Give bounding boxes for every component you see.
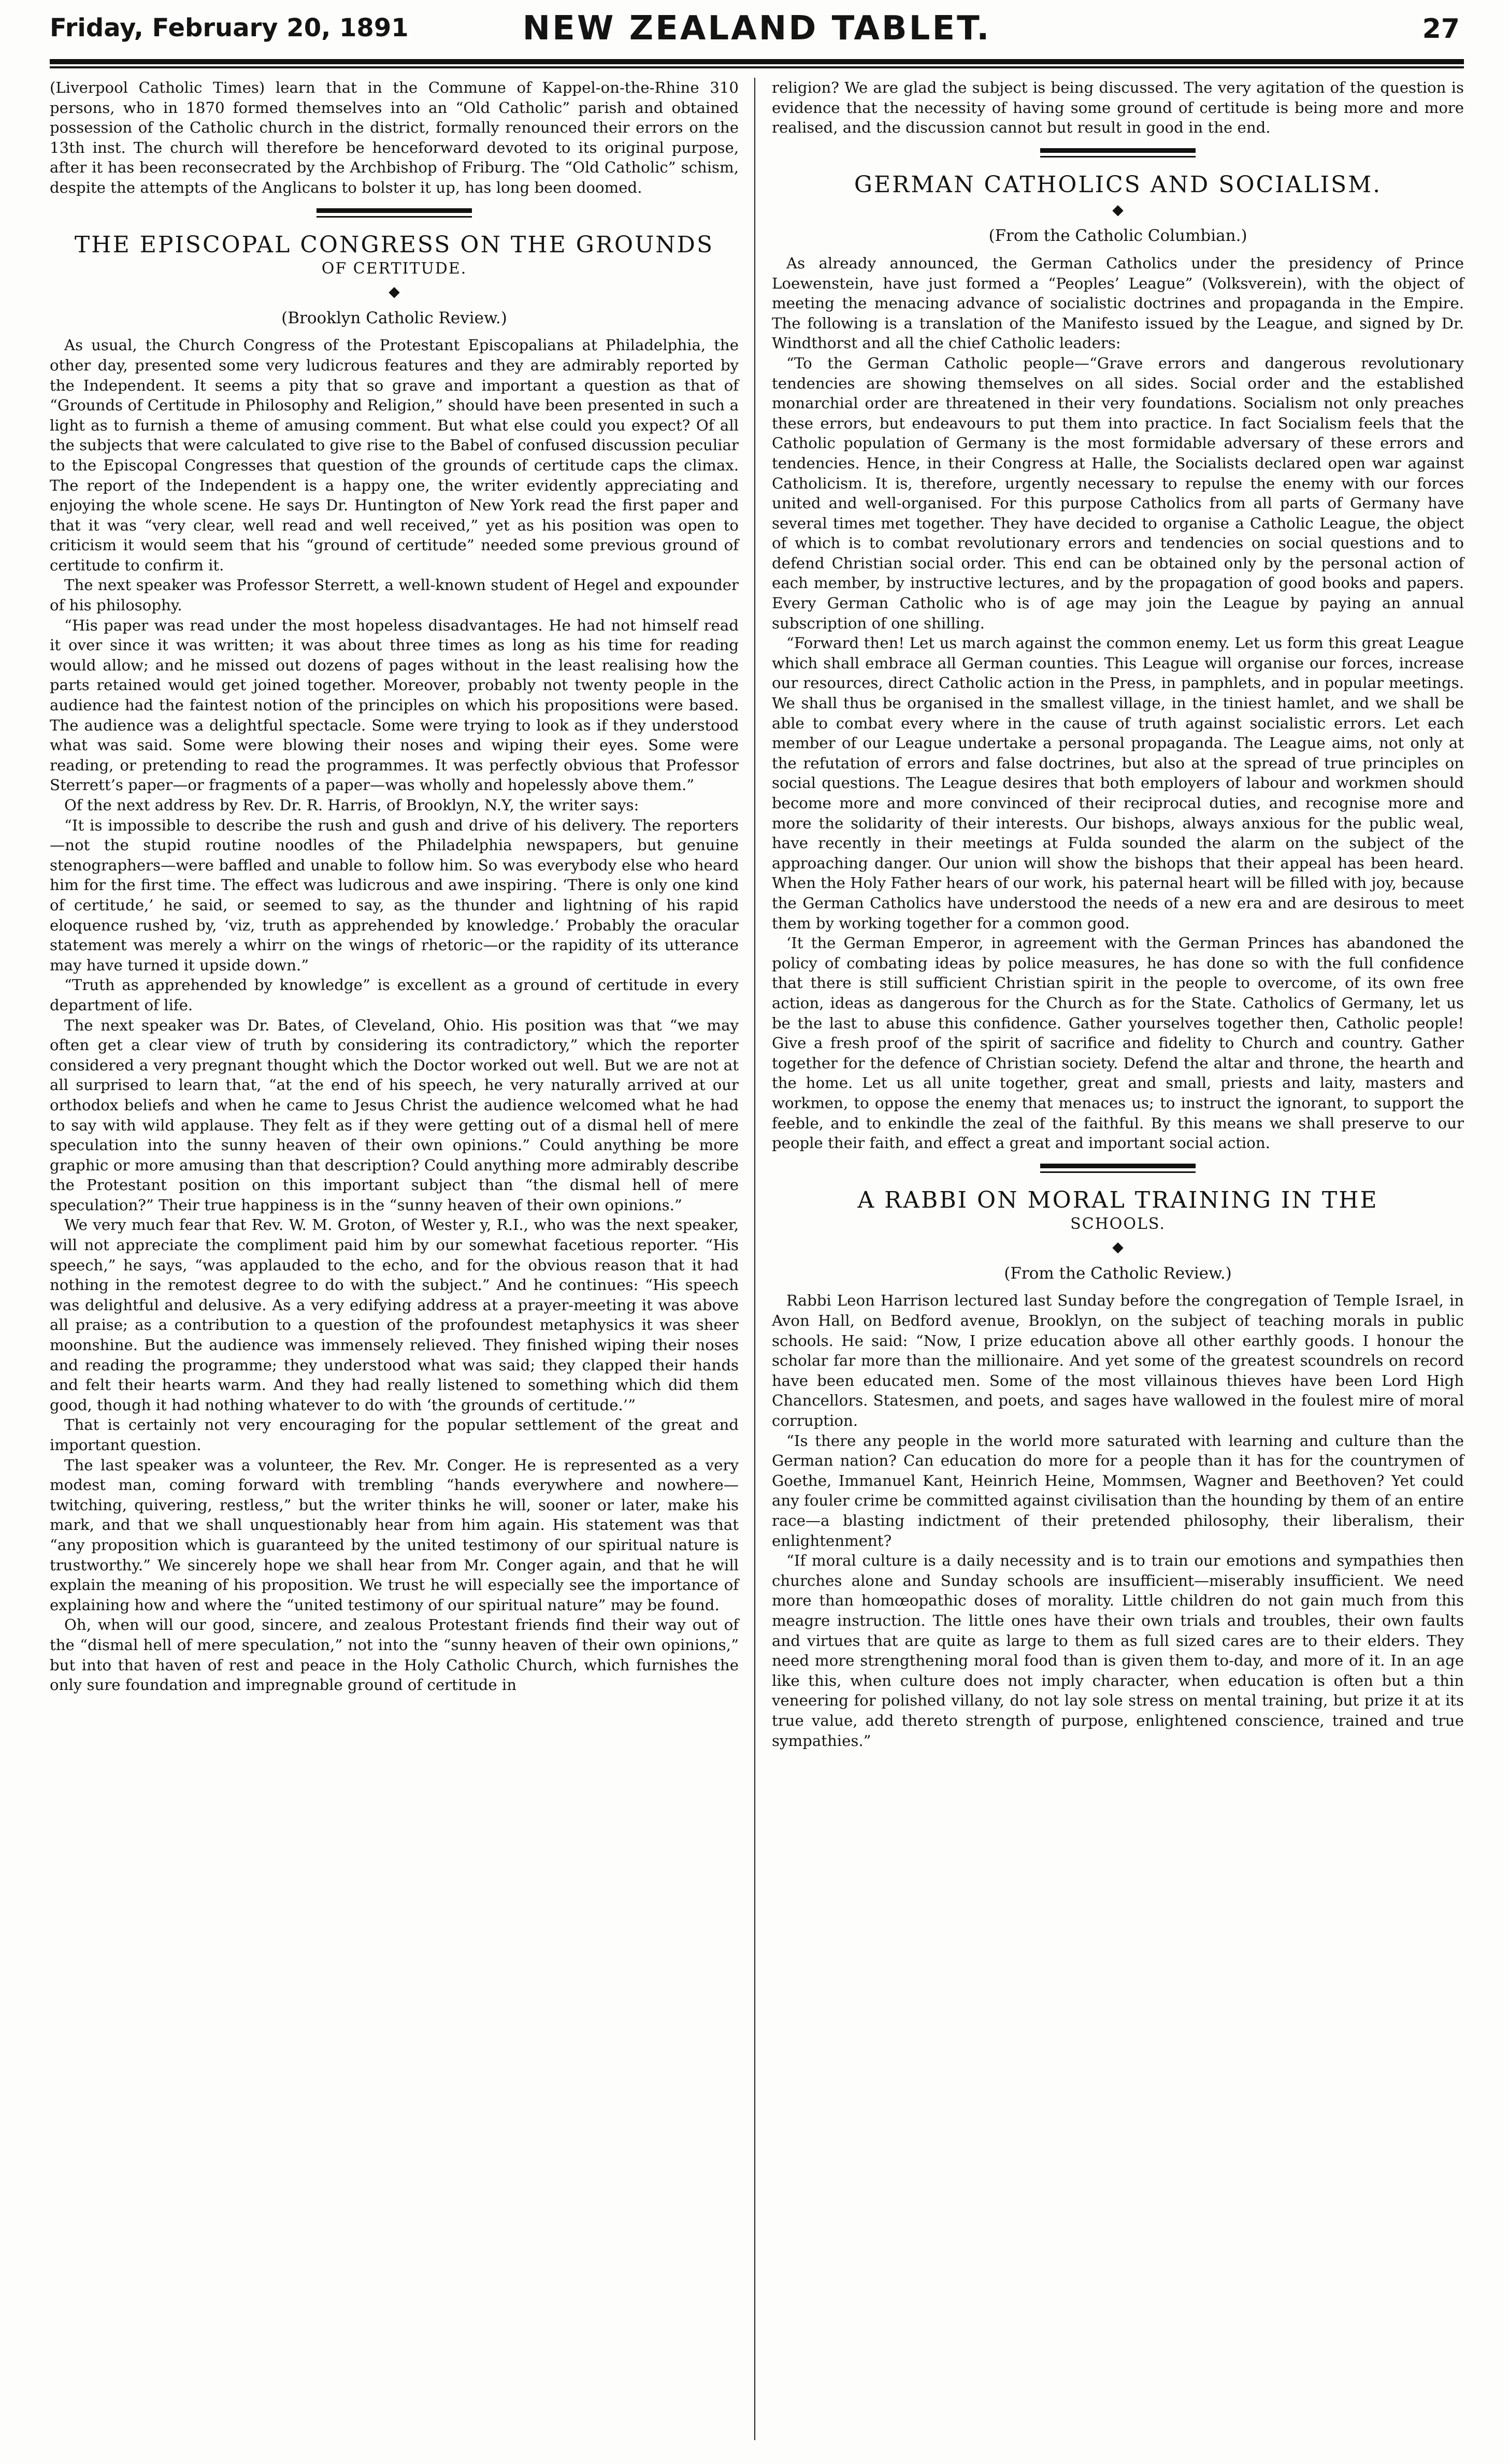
left-column bbox=[50, 78, 739, 1695]
article-paragraph: That is certainly not very encouraging for the popular settlement of the great and important question. bbox=[50, 1416, 739, 1454]
article-paragraph: Rabbi Leon Harrison lectured last Sunday before the congregation of Temple Israel, in Avon Hall, on Bedford avenue, Brooklyn, on the subject of teaching morals in public schools. He said: “Now, I prize education above all other earthly goods. I honour the scholar far more than the millionaire. And yet some of the greatest scoundrels on record have been educated men. Some of the most villainous thieves have been Lord High Chancellors. Statesmen, and poets, and sages have wallowed in the foulest mire of moral corruption. bbox=[772, 1292, 1464, 1430]
ornament-icon: ◆ bbox=[1112, 1238, 1124, 1256]
article-title-episcopal-congress-line2: OF CERTITUDE. bbox=[321, 259, 467, 278]
article-paragraph: “Forward then! Let us march against the common enemy. Let us form this great League which shall embrace all German counties. This League will organise our forces, increase our resources, direct Catholic action in the Press, in pamphlets, and in popular meetings. We shall thus be organised in the smallest village, in the tiniest hamlet, and we shall be able to combat every where in the cause of truth against socialistic errors. Let each member of our League undertake a personal propaganda. The League aims, not only at the refutation of errors and false doctrines, but also at the spread of true principles on social questions. The League desires that both employers of labour and workmen should become more and more convinced of their reciprocal duties, and recognise more and more the solidarity of their interests. Our bishops, always anxious for the public weal, have recently in their meetings at Fulda sounded the alarm on the subject of the approaching danger. Our union will show the bishops that their appeal has been heard. When the Holy Father hears of our work, his paternal heart will be filled with joy, because the German Catholics have understood the needs of a new era and are desirous to meet them by working together for a common good. bbox=[772, 634, 1464, 932]
article-paragraph: The next speaker was Professor Sterrett, a well-known student of Hegel and expounder of his philosophy. bbox=[50, 576, 739, 614]
article-title-rabbi-line2: SCHOOLS. bbox=[1070, 1214, 1166, 1233]
article-paragraph: The last speaker was a volunteer, the Rev. Mr. Conger. He is represented as a very modest man, coming forward with trembling “hands everywhere and nowhere—twitching, quivering, restless,” but the writer thinks he will, sooner or later, make his mark, and that we shall unquestionably hear from him again. His statement was that “any proposition which is guaranteed by the united testimony of our spiritual nature is trustworthy.” We sincerely hope we shall hear from Mr. Conger again, and that he will explain the meaning of his proposition. We trust he will especially see the importance of explaining how and where the “united testimony of our spiritual nature” may be found. bbox=[50, 1456, 739, 1614]
page-header bbox=[50, 7, 1464, 64]
article-paragraph: As usual, the Church Congress of the Protestant Episcopalians at Philadelphia, the other day, presented some very ludicrous features and they are admirably reported by the Independent. It seems a pity that so grave and important a question as that of “Grounds of Certitude in Philosophy and Religion,” should have been presented in such a light as to furnish a theme of amusing comment. But what else could you expect? Of all the subjects that were calculated to give rise to the Babel of confused discussion peculiar to the Episcopal Congresses that question of the grounds of certitude caps the climax. The report of the Independent is a happy one, the writer evidently appreciating and enjoying the whole scene. He says Dr. Huntington of New York read the first paper and that it was “very clear, well read and well received,” yet as his position was open to criticism it would seem that his “ground of certitude” needed some previous ground of certitude to confirm it. bbox=[50, 336, 739, 574]
page-number: 27 bbox=[1422, 13, 1460, 45]
article-paragraph: As already announced, the German Catholics under the presidency of Prince Loewenstein, have just formed a “Peoples’ League” (Volksverein), with the object of meeting the menacing advance of socialistic doctrines and propaganda in the Empire. The following is a translation of the Manifesto issued by the League, and signed by Dr. Windthorst and all the chief Catholic leaders: bbox=[772, 254, 1464, 352]
article-paragraph: Oh, when will our good, sincere, and zealous Protestant friends find their way out of the “dismal hell of mere speculation,” not into the “sunny heaven of their own opinions,” but into that haven of rest and peace in the Holy Catholic Church, which furnishes the only sure foundation and impregnable ground of certitude in bbox=[50, 1616, 739, 1694]
section-separator bbox=[1040, 1164, 1196, 1168]
continuation-paragraph: religion? We are glad the subject is being discussed. The very agitation of the question is evidence that the necessity of having some ground of certitude is being more and more realised, and the discussion cannot but result in good in the end. bbox=[772, 79, 1464, 137]
article-paragraph: We very much fear that Rev. W. M. Groton, of Wester y, R.I., who was the next speaker, will not appreciate the compliment paid him by our somewhat facetious reporter. “His speech,” he says, “was applauded to the echo, and for the obvious reason that it had nothing in the remotest degree to do with the subject.” And he continues: “His speech was delightful and delusive. As a very edifying address at a prayer-meeting it was above all praise; as a contribution to a question of the profoundest metaphysics it was sheer moonshine. But the audience was immensely relieved. They finished wiping their noses and reading the programme; they understood what was said; they clapped their hands and felt their hearts warm. And they had really listened to something which did them good, though it had nothing whatever to do with ‘the grounds of certitude.’” bbox=[50, 1216, 739, 1414]
article-paragraph: “It is impossible to describe the rush and gush and drive of his delivery. The reporters—not the stupid routine noodles of the Philadelphia newspapers, but genuine stenographers—were baffled and unable to follow him. So was everybody else who heard him for the first time. The effect was ludicrous and awe inspiring. ‘There is only one kind of certitude,’ he said, or seemed to say, as the thunder and lightning of his rapid eloquence rushed by, ‘viz, truth as apprehended by knowledge.’ Probably the oracular statement was merely a whirr on the wings of rhetoric—or the rapidity of its utterance may have turned it upside down.” bbox=[50, 816, 739, 974]
article-paragraph: “His paper was read under the most hopeless disadvantages. He had not himself read it over since it was written; it was about three times as long as his time for reading would allow; and he missed out dozens of pages without in the least realising how the parts retained would get joined together. Moreover, probably not twenty people in the audience had the faintest notion of the principles on which his propositions were based. The audience was a delightful spectacle. Some were trying to look as if they understood what was said. Some were blowing their noses and wiping their eyes. Some were reading, or pretending to read the programmes. It was perfectly obvious that Professor Sterrett’s paper—or fragments of a paper—was wholly and hopelessly above them.” bbox=[50, 616, 739, 794]
section-separator bbox=[1040, 148, 1196, 153]
article-paragraph: Of the next address by Rev. Dr. R. Harris, of Brooklyn, N.Y, the writer says: bbox=[64, 796, 639, 814]
ornament-icon: ◆ bbox=[1112, 200, 1124, 218]
article-title-german-catholics: GERMAN CATHOLICS AND SOCIALISM. bbox=[854, 171, 1382, 198]
intro-paragraph: (Liverpool Catholic Times) learn that in the Commune of Kappel-on-the-Rhine 310 persons, who in 1870 formed themselves into an “Old Catholic” parish and obtained possession of the Catholic church in the district, formally renounced their errors on the 13th inst. The church will therefore be henceforward devoted to its original purpose, after it has been reconsecrated by the Archbishop of Friburg. The “Old Catholic” schism, despite the attempts of the Anglicans to bolster it up, has long been doomed. bbox=[50, 79, 739, 196]
article-paragraph: The next speaker was Dr. Bates, of Cleveland, Ohio. His position was that “we may often get a clear view of truth by considering its contradictory,” which the reporter considered a very pregnant thought which the Doctor worked out well. But we are not at all surprised to learn that, “at the end of his speech, he very naturally arrived at our orthodox beliefs and when he came to Jesus Christ the audience welcomed what he had to say with wild applause. They felt as if they were getting out of a dismal hell of mere speculation into the sunny heaven of their own opinions.” Could anything be more graphic or more amusing than that description? Could anything more admirably describe the Protestant position on this important subject than “the dismal hell of mere speculation?” Their true happiness is in the “sunny heaven of their own opinions.” bbox=[50, 1016, 739, 1214]
article-title-rabbi: A RABBI ON MORAL TRAINING IN THE bbox=[857, 1186, 1378, 1213]
column-divider bbox=[754, 78, 755, 2440]
issue-date: Friday, February 20, 1891 bbox=[50, 13, 409, 42]
article-source: (From the Catholic Columbian.) bbox=[988, 226, 1247, 246]
article-source: (From the Catholic Review.) bbox=[1004, 1264, 1232, 1283]
section-separator bbox=[317, 208, 472, 213]
section-separator-thin bbox=[1040, 1171, 1196, 1173]
article-paragraph: “If moral culture is a daily necessity and is to train our emotions and sympathies then churches alone and Sunday schools are insufficient—miserably insufficient. We need more than homœopathic doses of morality. Little children do not gain much from this meagre instruction. The little ones have their own trials and troubles, their own faults and virtues that are quite as large to them as full sized cares are to their elders. They need more strengthening moral food than is given them to-day, and more of it. In an age like this, when culture does not imply character, when education is often but a thin veneering for polished villany, do not lay sole stress on mental training, but prize it at its true value, add thereto strength of purpose, enlightened conscience, trained and true sympathies.” bbox=[772, 1552, 1464, 1750]
article-paragraph: “Truth as apprehended by knowledge” is excellent as a ground of certitude in every department of life. bbox=[50, 976, 739, 1014]
article-paragraph: “Is there any people in the world more saturated with learning and culture than the German nation? Can education do more for a people than it has for the countrymen of Goethe, Immanuel Kant, Heinrich Heine, Mommsen, Wagner and Beethoven? Yet could any fouler crime be committed against civilisation than the hounding by them of an entire race—a blasting indictment of their pretended philosophy, their liberalism, their enlightenment? bbox=[772, 1431, 1464, 1550]
article-paragraph: “To the German Catholic people—“Grave errors and dangerous revolutionary tendencies are showing themselves on all sides. Social order and the established monarchial order are threatened in their very foundations. Socialism not only preaches these errors, but endeavours to put them into practice. In fact Socialism feels that the Catholic population of Germany is the most formidable adversary of these errors and tendencies. Hence, in their Congress at Halle, the Socialists declared open war against Catholicism. It is, therefore, urgently necessary to repulse the enemy with our forces united and well-organised. For this purpose Catholics from all parts of Germany have several times met together. They have decided to organise a Catholic League, the object of which is to combat revolutionary errors and tendencies on social questions and to defend Christian social order. This end can be obtained only by the personal action of each member, by instructive lectures, and by the propagation of good books and papers. Every German Catholic who is of age may join the League by paying an annual subscription of one shilling. bbox=[772, 354, 1464, 632]
section-separator-thin bbox=[317, 216, 472, 218]
article-source: (Brooklyn Catholic Review.) bbox=[281, 308, 507, 327]
article-title-episcopal-congress: THE EPISCOPAL CONGRESS ON THE GROUNDS bbox=[74, 231, 714, 258]
right-column bbox=[772, 78, 1464, 1751]
header-rule bbox=[50, 66, 1464, 68]
article-paragraph: ‘It the German Emperor, in agreement with the German Princes has abandoned the policy of combating ideas by police measures, he has done so with the full confidence that there is still sufficient Christian spirit in the people to overcome, of its own free action, ideas as dangerous for the Church as for the State. Catholics of Germany, let us be the last to abuse this confidence. Gather yourselves together then, Catholic people! Give a fresh proof of the spirit of sacrifice and fidelity to Church and country. Gather together for the defence of Christian society. Defend the altar and throne, the hearth and the home. Let us all unite together, great and small, priests and laity, masters and workmen, to oppose the enemy that menaces us; to instruct the ignorant, to support the feeble, and to enkindle the zeal of the faithful. By this means we shall preserve to our people their faith, and effect a great and important social action. bbox=[772, 934, 1464, 1152]
masthead-title: NEW ZEALAND TABLET. bbox=[522, 9, 991, 48]
ornament-icon: ◆ bbox=[389, 283, 400, 300]
section-separator-thin bbox=[1040, 156, 1196, 157]
